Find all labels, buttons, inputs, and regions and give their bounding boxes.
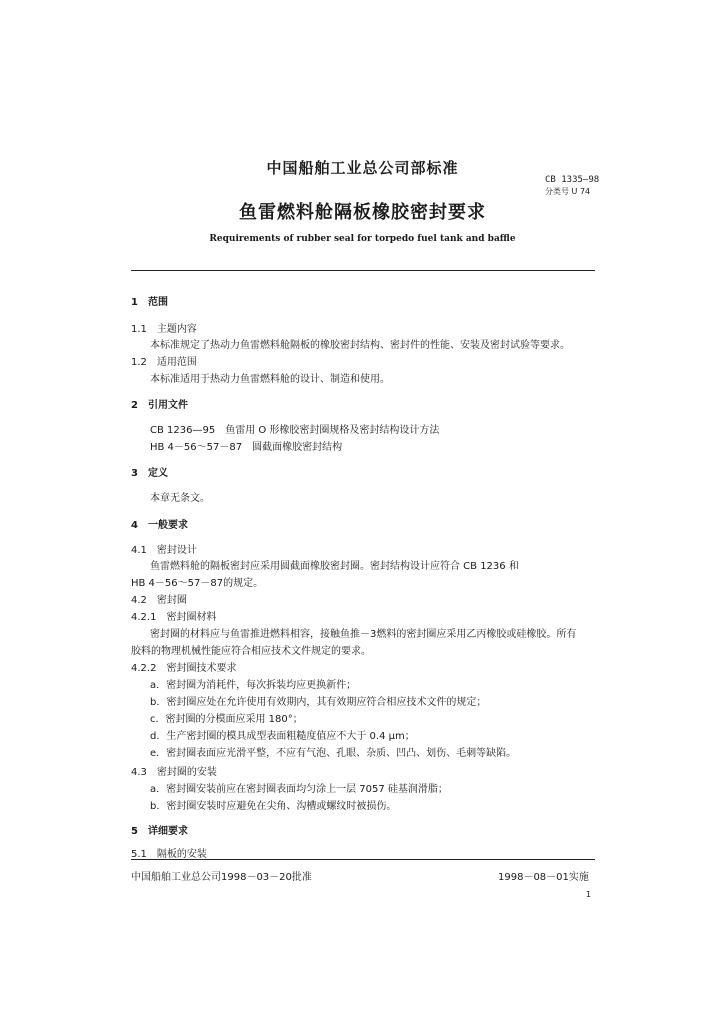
section-4-1-text: 鱼雷燃料舱的隔板密封应采用圆截面橡胶密封圈。密封结构设计应符合 CB 1236 和	[150, 561, 519, 572]
classification-code: 分类号 U 74	[545, 187, 591, 196]
section-1-1-heading: 1.1 主题内容	[131, 324, 197, 335]
list-item: d．生产密封圈的模具成型表面粗糙度值应不大于 0.4 μm；	[150, 731, 415, 742]
section-4-2-1-heading: 4.2.1 密封圈材料	[131, 612, 217, 623]
list-item: b．密封圈安装时应避免在尖角、沟槽或螺纹时被损伤。	[150, 801, 397, 812]
header-divider	[131, 270, 595, 271]
organization-header: 中国船舶工业总公司部标准	[266, 159, 459, 177]
list-item: c．密封圈的分模面应采用 180°；	[150, 714, 303, 725]
section-4-heading: 4 一般要求	[131, 520, 188, 531]
section-4-1-heading: 4.1 密封设计	[131, 545, 197, 556]
section-3-text: 本章无条文。	[150, 493, 210, 504]
footer-divider	[131, 859, 595, 860]
reference-item: CB 1236—95 鱼雷用 O 形橡胶密封圈规格及密封结构设计方法	[150, 425, 440, 436]
document-title-en: Requirements of rubber seal for torpedo fuel tank and baffle	[209, 234, 516, 244]
section-4-2-1-text: 密封圈的材料应与鱼雷推进燃料相容，接触鱼推－3燃料的密封圈应采用乙丙橡胶或硅橡胶。所有	[150, 629, 577, 640]
section-4-2-heading: 4.2 密封圈	[131, 595, 187, 606]
section-1-1-text: 本标准规定了热动力鱼雷燃料舱隔板的橡胶密封结构、密封件的性能、安装及密封试验等要求。	[150, 340, 570, 351]
section-4-2-1-text-cont: 胶料的物理机械性能应符合相应技术文件规定的要求。	[131, 646, 371, 657]
reference-item: HB 4－56～57－87 圆截面橡胶密封结构	[150, 442, 343, 453]
section-1-2-heading: 1.2 适用范围	[131, 357, 197, 368]
list-item: a．密封圈为消耗件，每次拆装均应更换新件；	[150, 680, 357, 691]
list-item: b．密封圈应处在允许使用有效期内，其有效期应符合相应技术文件的规定；	[150, 697, 487, 708]
standard-code: CB 1335—98	[545, 175, 600, 185]
section-4-2-2-heading: 4.2.2 密封圈技术要求	[131, 663, 237, 674]
section-3-heading: 3 定义	[131, 468, 168, 479]
section-1-heading: 1 范围	[131, 297, 168, 308]
section-4-1-text-cont: HB 4－56～57－87的规定。	[131, 578, 264, 589]
approval-note: 中国船舶工业总公司1998－03－20批准	[131, 872, 312, 883]
section-5-heading: 5 详细要求	[131, 826, 188, 837]
list-item: a．密封圈安装前应在密封圈表面均匀涂上一层 7057 硅基润滑脂；	[150, 784, 448, 795]
list-item: e．密封圈表面应光滑平整，不应有气泡、孔眼、杂质、凹凸、划伤、毛刺等缺陷。	[150, 748, 517, 759]
section-4-3-heading: 4.3 密封圈的安装	[131, 767, 217, 778]
page-number: 1	[586, 890, 592, 899]
section-1-2-text: 本标准适用于热动力鱼雷燃料舱的设计、制造和使用。	[150, 374, 390, 385]
section-2-heading: 2 引用文件	[131, 400, 188, 411]
document-title: 鱼雷燃料舱隔板橡胶密封要求	[239, 202, 486, 223]
section-5-1-heading: 5.1 隔板的安装	[131, 849, 207, 860]
implementation-date: 1998－08－01实施	[498, 872, 589, 883]
